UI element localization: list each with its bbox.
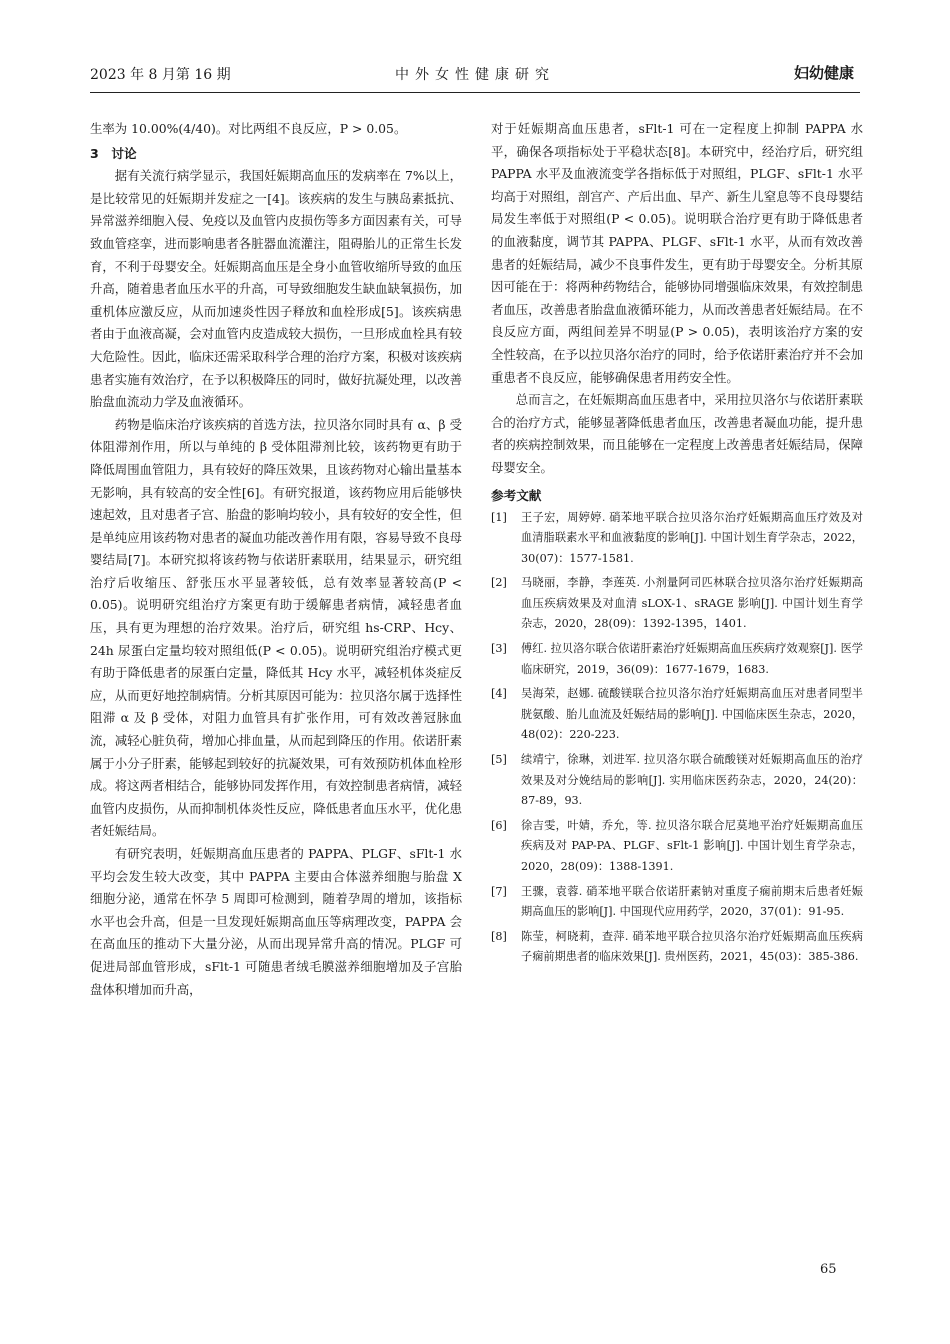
discussion-heading: 3 讨论 bbox=[90, 145, 137, 161]
reference-list bbox=[491, 508, 863, 968]
reference-text: 吴海荣，赵娜. 硫酸镁联合拉贝洛尔治疗妊娠期高血压对患者同型半胱氨酸、胎儿血流及妊娠结局的影响[J]. 中国临床医生杂志，2020，48(02)：220-223. bbox=[521, 687, 863, 742]
reference-item bbox=[491, 639, 863, 680]
section-title: 妇幼健康 bbox=[793, 64, 854, 82]
page-number: 65 bbox=[820, 1262, 837, 1277]
reference-number: [4] bbox=[491, 687, 507, 701]
reference-number: [2] bbox=[491, 576, 507, 590]
reference-number: [1] bbox=[491, 510, 507, 524]
journal-title: 中外女性健康研究 bbox=[395, 67, 555, 83]
reference-item bbox=[491, 927, 863, 968]
paragraph-discussion-3: 有研究表明，妊娠期高血压患者的 PAPPA、PLGF、sFlt-1 水平均会发生较大改变，其中 PAPPA 主要由合体滋养细胞与胎盘 X 细胞分泌，通常在怀孕 5 周即可检测到，随着孕周的增加，该指标水平也会升高，但是一旦发现妊娠期高血压等病理改变，PAPPA 会在高血压的推动下大量分泌，从而出现异常升高的情况。PLGF 可促进局部血管形成，sFlt-1 可随患者绒毛膜滋养细胞增加及子宫胎盘体积增加而升高， bbox=[90, 846, 462, 997]
reference-item bbox=[491, 816, 863, 878]
reference-number: [5] bbox=[491, 753, 507, 767]
reference-number: [7] bbox=[491, 884, 507, 898]
references-heading: 参考文献 bbox=[491, 487, 542, 503]
paragraph-conclusion: 总而言之，在妊娠期高血压患者中，采用拉贝洛尔与依诺肝素联合的治疗方式，能够显著降低患者血压，改善患者凝血功能，提升患者的疾病控制效果，而且能够在一定程度上改善患者妊娠结局，保障母婴安全。 bbox=[491, 392, 863, 475]
reference-number: [6] bbox=[491, 818, 507, 832]
reference-text: 王骤，袁蓉. 硝苯地平联合依诺肝素钠对重度子痫前期末后患者妊娠期高血压的影响[J]. 中国现代应用药学，2020，37(01)：91-95. bbox=[521, 884, 863, 919]
reference-number: [8] bbox=[491, 929, 507, 943]
reference-item bbox=[491, 750, 863, 812]
paragraph-discussion-2: 药物是临床治疗该疾病的首选方法，拉贝洛尔同时具有 α、β 受体阻滞剂作用，所以与单纯的 β 受体阻滞剂比较，该药物更有助于降低周围血管阻力，具有较好的降压效果，且该药物对心输出量基本无影响，具有较高的安全性[6]。有研究报道，该药物应用后能够快速起效，且对患者子宫、胎盘的影响均较小，具有较好的安全性，但是单纯应用该药物对患者的凝血功能改善作用有限，容易导致不良母婴结局[7]。本研究拟将该药物与依诺肝素联用，结果显示，研究组治疗后收缩压、舒张压水平显著较低，总有效率显著较高(P < 0.05)。说明研究组治疗方案更有助于缓解患者病情，减轻患者血压，具有更为理想的治疗效果。治疗后，研究组 hs-CRP、Hcy、24h 尿蛋白定量均较对照组低(P < 0.05)。说明研究组治疗模式更有助于降低患者的尿蛋白定量，降低其 Hcy 水平，减轻机体炎症反应，从而更好地控制病情。分析其原因可能为：拉贝洛尔属于选择性阻滞 α 及 β 受体，对阻力血管具有扩张作用，可有效改善冠脉血流，减轻心脏负荷，增加心排血量，从而起到降压的作用。依诺肝素属于小分子肝素，能够起到较好的抗凝效果，可有效预防机体血栓形成。将这两者相结合，能够协同发挥作用，有效控制患者病情，减轻血管内皮损伤，从而抑制机体炎性反应，降低患者血压水平，优化患者妊娠结局。 bbox=[90, 416, 462, 839]
page-header bbox=[90, 62, 860, 93]
paragraph-discussion-4: 对于妊娠期高血压患者，sFlt-1 可在一定程度上抑制 PAPPA 水平，确保各项指标处于平稳状态[8]。本研究中，经治疗后，研究组 PAPPA 水平及血液流变学各指标低于对照组，PLGF、sFlt-1 水平均高于对照组，剖宫产、产后出血、早产、新生儿窒息等不良母婴结局发生率低于对照组(P < 0.05)。说明联合治疗更有助于降低患者的血液黏度，调节其 PAPPA、PLGF、sFlt-1 水平，从而有效改善患者的妊娠结局，减少不良事件发生，更有助于母婴安全。分析其原因可能在于：将两种药物结合，能够协同增强临床效果，有效控制患者血压，改善患者胎盘血液循环能力，从而改善患者妊娠结局。在不良反应方面，两组间差异不明显(P > 0.05)，表明该治疗方案的安全性较高，在予以拉贝洛尔治疗的同时，给予依诺肝素治疗并不会加重患者不良反应，能够确保患者用药安全性。 bbox=[491, 121, 863, 385]
reference-text: 陈莹，柯晓莉，查萍. 硝苯地平联合拉贝洛尔治疗妊娠期高血压疾病子痫前期患者的临床效果[J]. 贵州医药，2021，45(03)：385-386. bbox=[521, 929, 863, 964]
reference-item bbox=[491, 508, 863, 570]
reference-item bbox=[491, 684, 863, 746]
right-column bbox=[491, 118, 863, 972]
reference-item bbox=[491, 882, 863, 923]
left-column bbox=[90, 118, 462, 1001]
reference-text: 续靖宁，徐琳，刘进军. 拉贝洛尔联合硫酸镁对妊娠期高血压的治疗效果及对分娩结局的影响[J]. 实用临床医药杂志，2020，24(20)：87-89，93. bbox=[521, 753, 863, 808]
paragraph-results-tail: 生率为 10.00%(4/40)。对比两组不良反应，P > 0.05。 bbox=[90, 121, 407, 136]
reference-text: 徐吉雯，叶婧，乔允，等. 拉贝洛尔联合尼莫地平治疗妊娠期高血压疾病及对 PAP-PA、PLGF、sFlt-1 影响[J]. 中国计划生育学杂志，2020，28(09)：1388-1391. bbox=[521, 818, 863, 873]
reference-number: [3] bbox=[491, 642, 507, 656]
reference-text: 马晓丽，李静，李莲英. 小剂量阿司匹林联合拉贝洛尔治疗妊娠期高血压疾病效果及对血清 sLOX-1、sRAGE 影响[J]. 中国计划生育学杂志，2020，28(09)：1392-1395，1401. bbox=[521, 576, 863, 631]
paragraph-discussion-1: 据有关流行病学显示，我国妊娠期高血压的发病率在 7%以上，是比较常见的妊娠期并发症之一[4]。该疾病的发生与胰岛素抵抗、异常滋养细胞入侵、免疫以及血管内皮损伤等多方面因素有关，可导致血管痉挛，进而影响患者各脏器血流灌注，阻碍胎儿的正常生长发育，不利于母婴安全。妊娠期高血压是全身小血管收缩所导致的血压升高，随着患者血压水平的升高，可导致细胞发生缺血缺氧损伤，加重机体应激反应，从而加速炎性因子释放和血栓形成[5]。该疾病患者由于血液高凝，会对血管内皮造成较大损伤，一旦形成血栓具有较大危险性。因此，临床还需采取科学合理的治疗方案，积极对该疾病患者实施有效治疗，在予以积极降压的同时，做好抗凝处理，以改善胎盘血流动力学及血液循环。 bbox=[90, 168, 462, 410]
reference-text: 王子宏，周婷婷. 硝苯地平联合拉贝洛尔治疗妊娠期高血压疗效及对血清脂联素水平和血液黏度的影响[J]. 中国计划生育学杂志，2022，30(07)：1577-1581. bbox=[521, 510, 863, 565]
issue-date: 2023 年 8 月第 16 期 bbox=[90, 67, 231, 83]
reference-item bbox=[491, 573, 863, 635]
reference-text: 傅红. 拉贝洛尔联合依诺肝素治疗妊娠期高血压疾病疗效观察[J]. 医学临床研究，2019，36(09)：1677-1679，1683. bbox=[521, 642, 863, 676]
